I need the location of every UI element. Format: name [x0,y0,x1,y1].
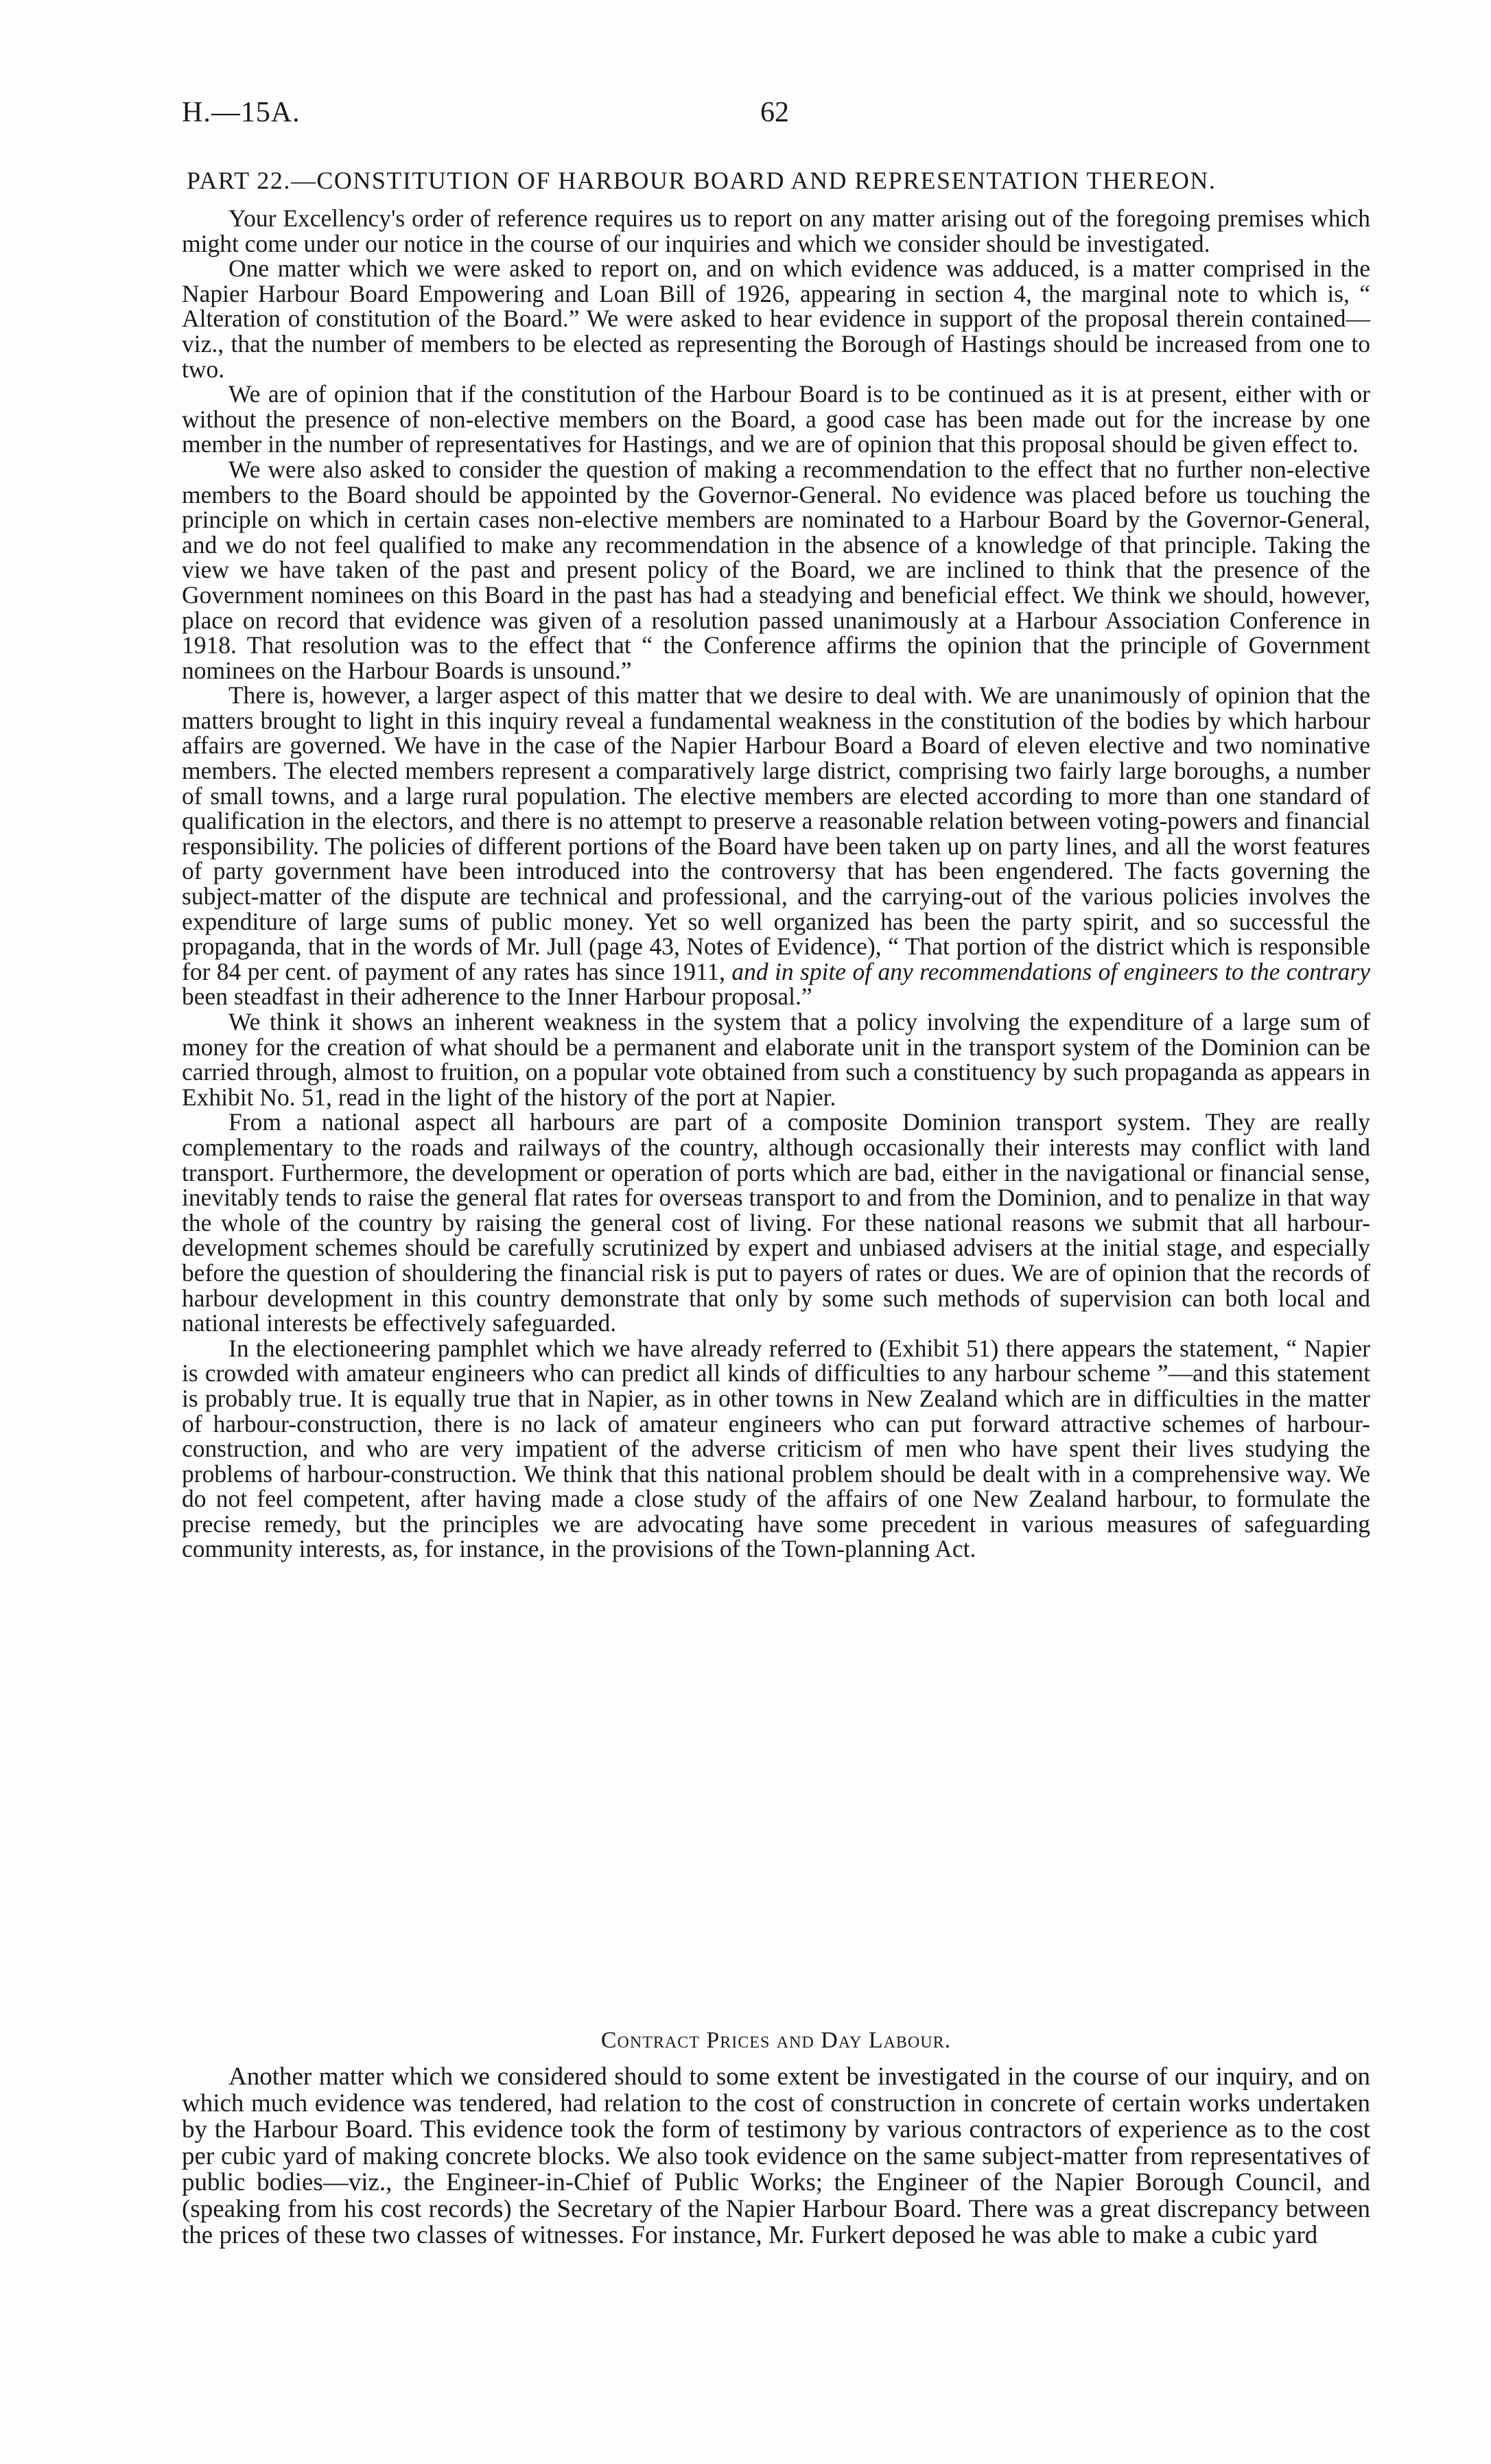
paragraph-5-end: been steadfast in their adherence to the Inner Harbour proposal.” [182,983,812,1011]
paragraph-final: Another matter which we considered should to some extent be investigated in the course of our inquiry, and on which much evidence was tendered, had relation to the cost of construction in concrete of certain works undertaken by the Harbour Board. This evidence took the form of testimony by various contractors of experience as to the cost per cubic yard of making concrete blocks. We also took evidence on the same subject-matter from representatives of public bodies—viz., the Engineer-in-Chief of Public Works; the Engineer of the Napier Borough Council, and (speaking from his cost records) the Secretary of the Napier Harbour Board. There was a great discrepancy between the prices of these two classes of witnesses. For instance, Mr. Furkert deposed he was able to make a cubic yard [182,2063,1370,2249]
paragraph-2: One matter which we were asked to report on, and on which evidence was adduced, is a matter comprised in the Napier Harbour Board Empowering and Loan Bill of 1926, appearing in section 4, the marginal note to which is, “ Alteration of constitution of the Board.” We were asked to hear evidence in support of the proposal therein contained—viz., that the number of members to be elected as representing the Borough of Hastings should be increased from one to two. [182,255,1370,383]
paragraph-5-italic: and in spite of any recommendations of engineers to the contrary [731,957,1370,985]
document-reference: H.—15A. [182,97,301,128]
paragraph-6: We think it shows an inherent weakness in the system that a policy involving the expenditure of a large sum of money for the creation of what should be a permanent and elaborate unit in the transport system of the Dominion can be carried through, almost to fruition, on a popular vote obtained from such a constituency by such propaganda as appears in Exhibit No. 51, read in the light of the history of the port at Napier. [182,1008,1370,1111]
body-text-contract [182,2064,1370,2249]
paragraph-5 [182,683,1370,1009]
part-title: PART 22.—CONSTITUTION OF HARBOUR BOARD AND REPRESENTATION THEREON. [187,167,1217,194]
page-header [182,96,1309,137]
paragraph-7: From a national aspect all harbours are part of a composite Dominion transport system. They are really complementary to the roads and railways of the country, although occasionally their interests may conflict with land transport. Furthermore, the development or operation of ports which are bad, either in the navigational or financial sense, inevitably tends to raise the general flat rates for overseas transport to and from the Dominion, and to penalize in that way the whole of the country by raising the general cost of living. For these national reasons we submit that all harbour-development schemes should be carefully scrutinized by expert and unbiased advisers at the initial stage, and especially before the question of shouldering the financial risk is put to payers of rates or dues. We are of opinion that the records of harbour development in this country demonstrate that only by some such methods of supervision can both local and national interests be effectively safeguarded. [182,1108,1370,1337]
section-subheading: Contract Prices and Day Labour. [600,2028,952,2053]
page-number: 62 [760,97,789,128]
paragraph-5-text: There is, however, a larger aspect of this matter that we desire to deal with. We are unanimously of opinion that the matters brought to light in this inquiry reveal a fundamental weakness in the constitution of the bodies by which harbour affairs are governed. We have in the case of the Napier Harbour Board a Board of eleven elective and two nominative members. The elected members represent a comparatively large district, comprising two fairly large boroughs, a number of small towns, and a large rural population. The elective members are elected according to more than one standard of qualification in the electors, and there is no attempt to preserve a reasonable relation between voting-powers and financial responsibility. The policies of different portions of the Board have been taken up on party lines, and all the worst features of party government have been introduced into the controversy that has been engendered. The facts governing the subject-matter of the dispute are technical and professional, and the carrying-out of the various policies involves the expenditure of large sums of public money. Yet so well organized has been the party spirit, and so successful the propaganda, that in the words of Mr. Jull (page 43, Notes of Evidence), “ That portion of the district which is responsible for 84 per cent. of payment of any rates has since 1911, [182,681,1370,985]
paragraph-4: We were also asked to consider the question of making a recommendation to the effect that no further non-elective members to the Board should be appointed by the Governor-General. No evidence was placed before us touching the principle on which in certain cases non-elective members are nominated to a Harbour Board by the Governor-General, and we do not feel qualified to make any recommendation in the absence of a knowledge of that principle. Taking the view we have taken of the past and present policy of the Board, we are inclined to think that the presence of the Government nominees on this Board in the past has had a steadying and beneficial effect. We think we should, however, place on record that evidence was given of a resolution passed unanimously at a Harbour Association Conference in 1918. That resolution was to the effect that “ the Conference affirms the opinion that the principle of Government nominees on the Harbour Boards is unsound.” [182,455,1370,684]
body-text-main [182,206,1370,1562]
paragraph-3: We are of opinion that if the constitution of the Harbour Board is to be continued as it is at present, either with or without the presence of non-elective members on the Board, a good case has been made out for the increase by one member in the number of representatives for Hastings, and we are of opinion that this proposal should be given effect to. [182,380,1370,458]
paragraph-8: In the electioneering pamphlet which we have already referred to (Exhibit 51) there appears the statement, “ Napier is crowded with amateur engineers who can predict all kinds of difficulties to any harbour scheme ”—and this statement is probably true. It is equally true that in Napier, as in other towns in New Zealand which are in difficulties in the matter of harbour-construction, there is no lack of amateur engineers who can put forward attractive schemes of harbour-construction, and who are very impatient of the adverse criticism of men who have spent their lives studying the problems of harbour-construction. We think that this national problem should be dealt with in a comprehensive way. We do not feel competent, after having made a close study of the affairs of one New Zealand harbour, to formulate the precise remedy, but the principles we are advocating have some precedent in various measures of safeguarding community interests, as, for instance, in the provisions of the Town-planning Act. [182,1334,1370,1563]
paragraph-1: Your Excellency's order of reference requires us to report on any matter arising out of the foregoing premises which might come under our notice in the course of our inquiries and which we consider should be investigated. [182,204,1370,257]
